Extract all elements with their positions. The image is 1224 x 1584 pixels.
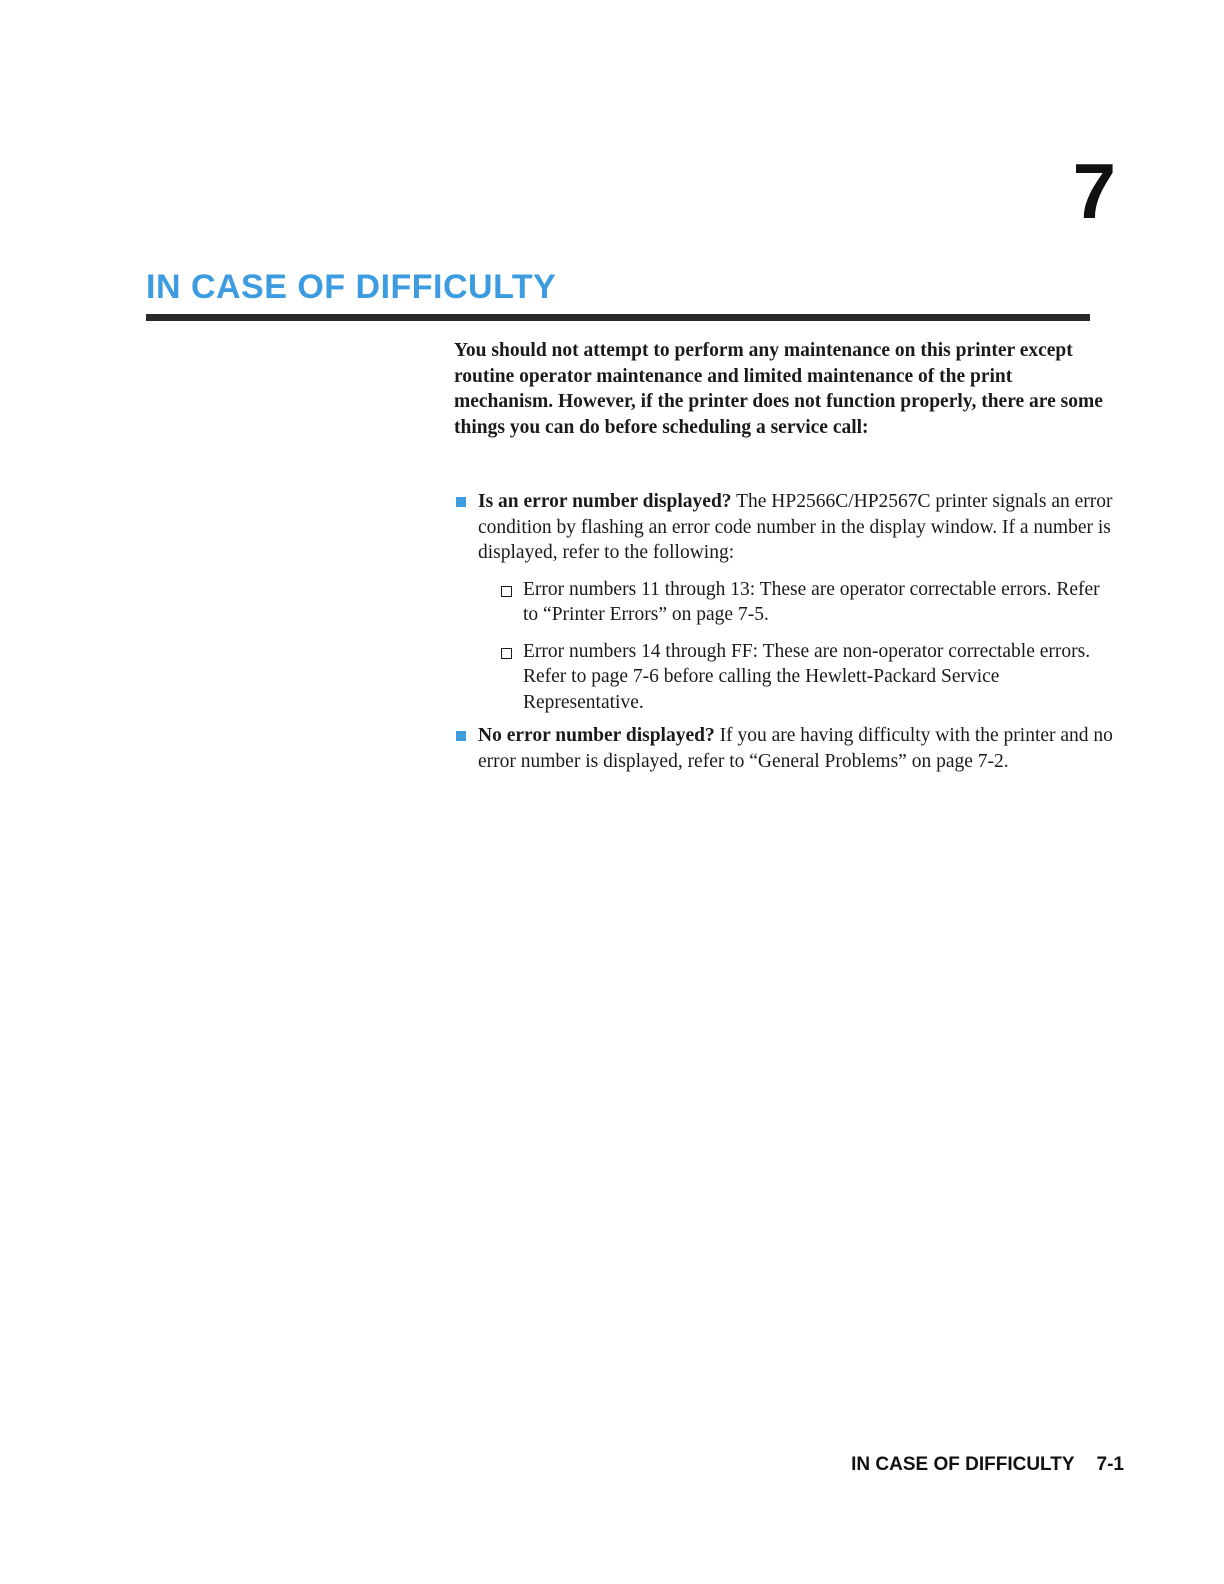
chapter-title: IN CASE OF DIFFICULTY <box>146 268 557 306</box>
square-bullet-icon <box>456 497 466 507</box>
intro-paragraph: You should not attempt to perform any maintenance on this printer except routine operator maintenance and limited maintenance of the print mechanism. However, if the printer does not function properly, there are some things you can do before scheduling a service call: <box>454 340 1103 438</box>
item-text: If you are having difficulty with the printer and no error number is displayed, refer to “General Problems” on page 7-2. <box>478 725 1113 772</box>
item-lead: No error number displayed? <box>478 725 715 746</box>
footer-page-number: 7-1 <box>1096 1454 1124 1475</box>
sub-item-text: Error numbers 11 through 13: These are operator correctable errors. Refer to “Printer Errors” on page 7-5. <box>523 578 1100 625</box>
page-footer <box>851 1455 1124 1474</box>
list-item-no-error-displayed <box>454 723 1114 774</box>
sub-item-errors-11-13 <box>478 577 1114 628</box>
list-item-error-displayed <box>454 489 1114 715</box>
chapter-number: 7 <box>1072 147 1116 235</box>
item-lead: Is an error number displayed? <box>478 491 732 512</box>
title-rule <box>146 314 1090 321</box>
sub-item-errors-14-ff <box>478 639 1114 716</box>
square-bullet-icon <box>456 731 466 741</box>
item-text: The HP2566C/HP2567C printer signals an error condition by flashing an error code number in the display window. If a number is displayed, refer to the following: <box>478 491 1113 563</box>
hollow-square-bullet-icon <box>501 648 512 659</box>
footer-section-title: IN CASE OF DIFFICULTY <box>851 1454 1075 1475</box>
sub-item-text: Error numbers 14 through FF: These are non-operator correctable errors. Refer to page 7-6 before calling the Hewlett-Packard Service Representative. <box>523 640 1091 713</box>
main-content <box>454 338 1114 774</box>
hollow-square-bullet-icon <box>501 586 512 597</box>
